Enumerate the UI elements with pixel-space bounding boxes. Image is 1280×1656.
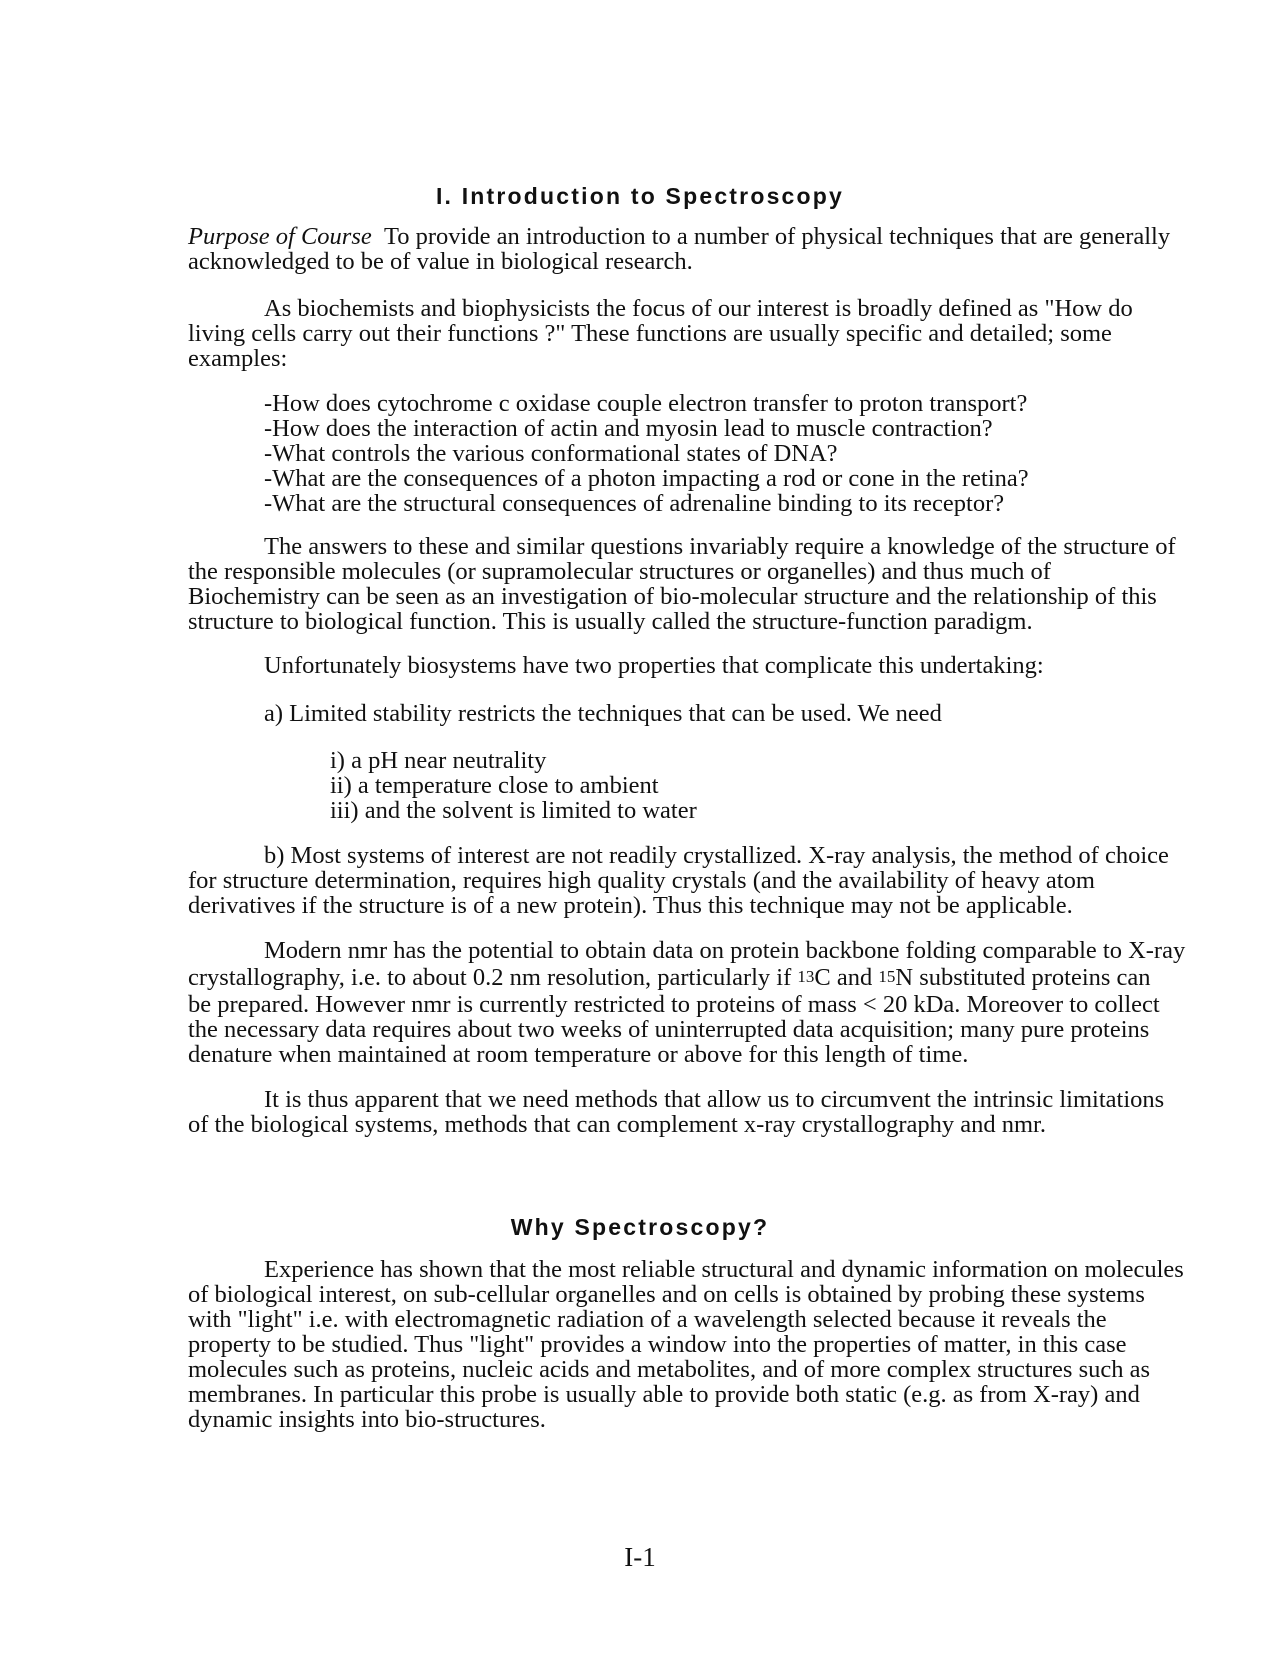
purpose-text-line: acknowledged to be of value in biological research.: [188, 248, 693, 275]
section-heading: Why Spectroscopy?: [510, 1214, 770, 1240]
paragraph-line: be prepared. However nmr is currently restricted to proteins of mass < 20 kDa. Moreover to collect: [188, 991, 1160, 1018]
answers-paragraph: [188, 534, 1178, 634]
paragraph-line: the responsible molecules (or supramolecular structures or organelles) and thus much of: [188, 558, 1051, 585]
isotope-superscript: 13: [797, 967, 815, 986]
needs-list: [188, 748, 1178, 823]
experience-paragraph: [188, 1256, 1184, 1433]
list-item: -How does cytochrome c oxidase couple electron transfer to proton transport?: [264, 390, 1028, 417]
paragraph-line: [188, 963, 1178, 992]
paragraph-line: the necessary data requires about two weeks of uninterrupted data acquisition; many pure proteins: [188, 1016, 1150, 1043]
paragraph-line: Biochemistry can be seen as an investigation of bio-molecular structure and the relationship of this: [188, 583, 1157, 610]
paragraph-line: Modern nmr has the potential to obtain data on protein backbone folding comparable to X-ray: [264, 937, 1186, 964]
list-item: -What are the consequences of a photon impacting a rod or cone in the retina?: [264, 465, 1029, 492]
page-number: I-1: [624, 1542, 656, 1572]
list-item: i) a pH near neutrality: [330, 747, 547, 774]
list-item: ii) a temperature close to ambient: [330, 772, 659, 799]
paragraph-line: molecules such as proteins, nucleic acids and metabolites, and of more complex structures such as: [188, 1356, 1151, 1383]
paragraph-line: Unfortunately biosystems have two properties that complicate this undertaking:: [264, 652, 1044, 679]
paragraph-line: property to be studied. Thus "light" provides a window into the properties of matter, in this case: [188, 1331, 1127, 1358]
thus-paragraph: [188, 1087, 1178, 1137]
purpose-label: Purpose of Course: [188, 223, 372, 250]
paragraph-line: a) Limited stability restricts the techniques that can be used. We need: [264, 700, 942, 727]
paragraph-line: As biochemists and biophysicists the focus of our interest is broadly defined as "How do: [264, 295, 1133, 322]
paragraph-line: The answers to these and similar questions invariably require a knowledge of the structure of: [264, 533, 1176, 560]
purpose-text-line: To provide an introduction to a number of physical techniques that are generally: [384, 223, 1171, 250]
paragraph-line: dynamic insights into bio-structures.: [188, 1406, 546, 1433]
paragraph-line: of the biological systems, methods that can complement x-ray crystallography and nmr.: [188, 1111, 1046, 1138]
paragraph-line: of biological interest, on sub-cellular organelles and on cells is obtained by probing these systems: [188, 1281, 1145, 1308]
paragraph-line: examples:: [188, 345, 288, 372]
paragraph-line: living cells carry out their functions ?" These functions are usually specific and detailed; some: [188, 320, 1112, 347]
text-segment: C and: [814, 964, 879, 991]
paragraph-line: derivatives if the structure is of a new protein). Thus this technique may not be applicable.: [188, 892, 1073, 919]
paragraph-line: for structure determination, requires high quality crystals (and the availability of heavy atom: [188, 867, 1095, 894]
list-item: -What are the structural consequences of adrenaline binding to its receptor?: [264, 490, 1005, 517]
unfortunately-paragraph: [188, 653, 1178, 678]
text-segment: crystallography, i.e. to about 0.2 nm resolution, particularly if: [188, 964, 798, 991]
purpose-paragraph: [188, 224, 1178, 274]
text-segment: N substituted proteins can: [895, 964, 1151, 991]
isotope-superscript: 15: [878, 967, 896, 986]
list-item: iii) and the solvent is limited to water: [330, 797, 697, 824]
paragraph-line: membranes. In particular this probe is usually able to provide both static (e.g. as from X-ray) and: [188, 1381, 1140, 1408]
point-b-paragraph: [188, 843, 1178, 918]
list-item: -How does the interaction of actin and myosin lead to muscle contraction?: [264, 415, 993, 442]
page-title: I. Introduction to Spectroscopy: [435, 183, 845, 209]
nmr-paragraph: [188, 937, 1186, 1068]
examples-list: [188, 391, 1178, 516]
list-item: -What controls the various conformational states of DNA?: [264, 440, 838, 467]
paragraph-line: b) Most systems of interest are not readily crystallized. X-ray analysis, the method of choice: [264, 842, 1169, 869]
focus-paragraph: [188, 296, 1178, 371]
paragraph-line: denature when maintained at room temperature or above for this length of time.: [188, 1041, 969, 1068]
point-a: [188, 701, 1178, 726]
paragraph-line: Experience has shown that the most reliable structural and dynamic information on molecules: [264, 1256, 1184, 1283]
paragraph-line: structure to biological function. This is usually called the structure-function paradigm.: [188, 608, 1033, 635]
paragraph-line: It is thus apparent that we need methods that allow us to circumvent the intrinsic limitations: [264, 1086, 1165, 1113]
paragraph-line: with "light" i.e. with electromagnetic radiation of a wavelength selected because it reveals the: [188, 1306, 1107, 1333]
